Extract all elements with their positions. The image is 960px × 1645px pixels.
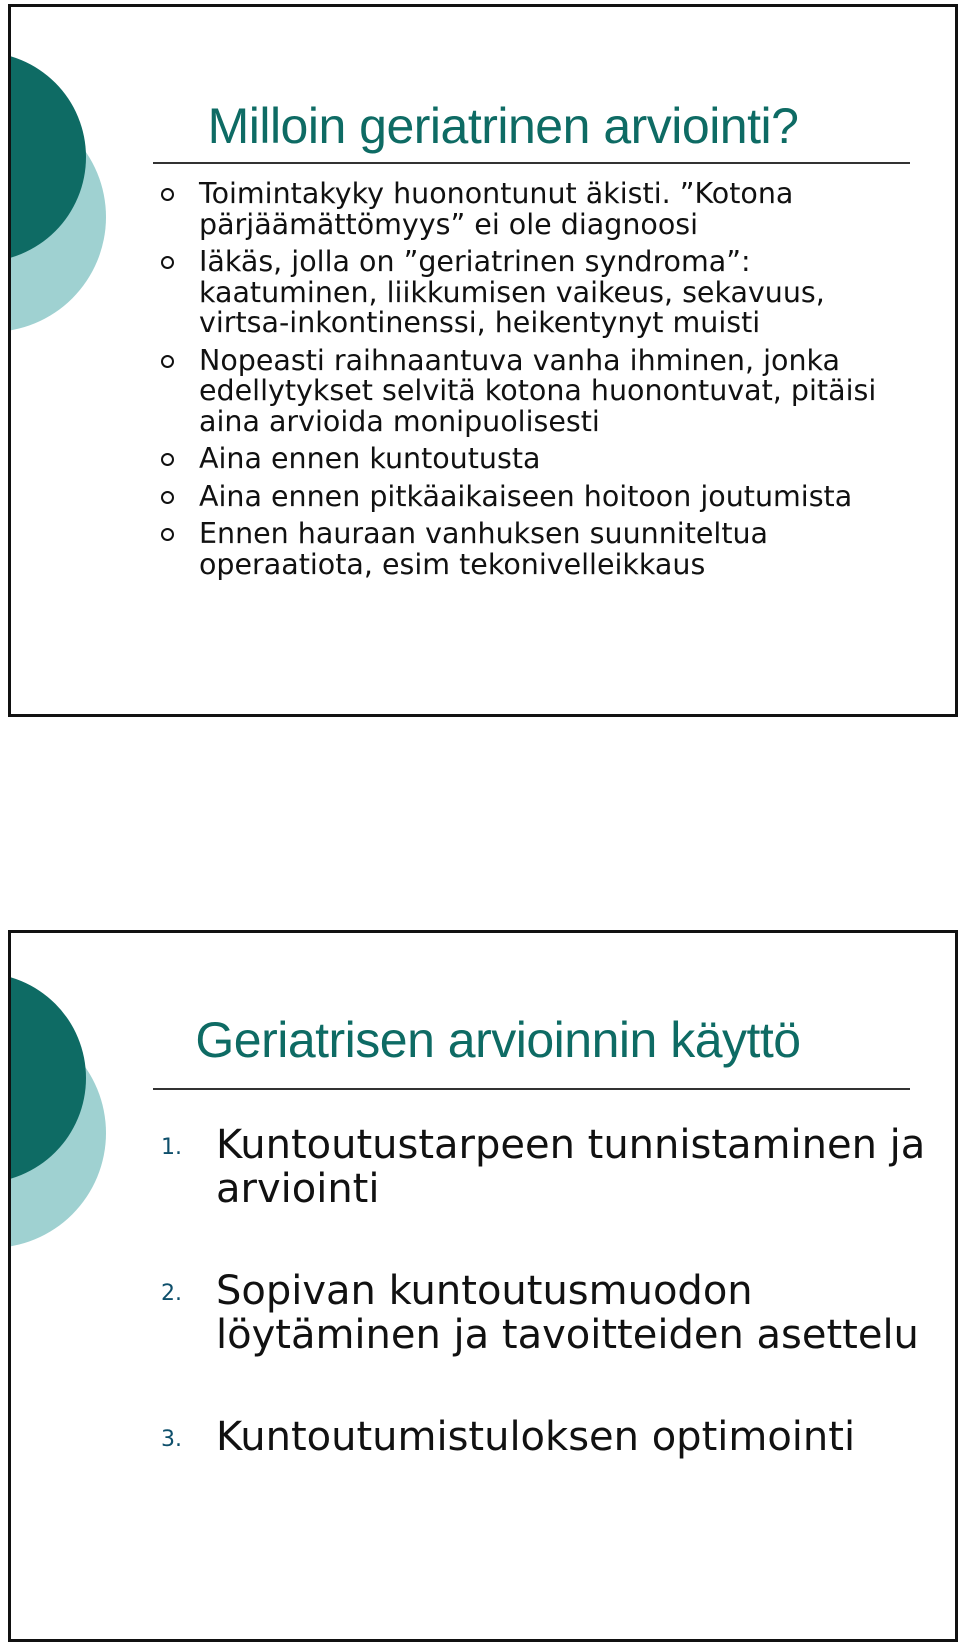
- title-divider: [153, 162, 910, 164]
- bullet-circle-icon: [161, 528, 174, 541]
- slide-title: Milloin geriatrinen arviointi?: [207, 98, 799, 154]
- title-divider: [153, 1088, 910, 1090]
- bullet-circle-icon: [161, 355, 174, 368]
- bullet-item: Ennen hauraan vanhuksen suunniteltua operaatiota, esim tekonivelleikkaus: [161, 519, 921, 580]
- item-text: Kuntoutumistuloksen optimointi: [216, 1414, 856, 1460]
- slide-decoration-circles: [11, 7, 121, 367]
- bullet-circle-icon: [161, 188, 174, 201]
- slide-1: [8, 4, 958, 717]
- bullet-item: Toimintakyky huonontunut äkisti. ”Kotona pärjäämättömyys” ei ole diagnoosi: [161, 179, 921, 240]
- bullet-item: Aina ennen kuntoutusta: [161, 444, 921, 475]
- bullet-circle-icon: [161, 453, 174, 466]
- bullet-item: Iäkäs, jolla on ”geriatrinen syndroma”: kaatuminen, liikkumisen vaikeus, sekavuus, virtsa-inkontinenssi, heikentynyt muisti: [161, 247, 921, 339]
- slide-decoration-circles: [11, 933, 121, 1293]
- numbered-item: [161, 1269, 931, 1357]
- bullet-circle-icon: [161, 256, 174, 269]
- item-text: Sopivan kuntoutusmuodon löytäminen ja tavoitteiden asettelu: [216, 1268, 919, 1358]
- numbered-list: [161, 1123, 931, 1459]
- item-number: 2.: [161, 1281, 182, 1306]
- item-text: Kuntoutustarpeen tunnistaminen ja arviointi: [216, 1122, 926, 1212]
- slide-2: [8, 930, 958, 1642]
- slide-title: Geriatrisen arvioinnin käyttö: [195, 1012, 801, 1068]
- numbered-item: [161, 1123, 931, 1211]
- item-number: 3.: [161, 1427, 182, 1452]
- bullet-item: Nopeasti raihnaantuva vanha ihminen, jonka edellytykset selvitä kotona huonontuvat, pitäisi aina arvioida monipuolisesti: [161, 346, 921, 438]
- item-number: 1.: [161, 1135, 182, 1160]
- bullet-list: [161, 179, 921, 587]
- numbered-item: [161, 1415, 931, 1459]
- bullet-circle-icon: [161, 491, 174, 504]
- bullet-item: Aina ennen pitkäaikaiseen hoitoon joutumista: [161, 482, 921, 513]
